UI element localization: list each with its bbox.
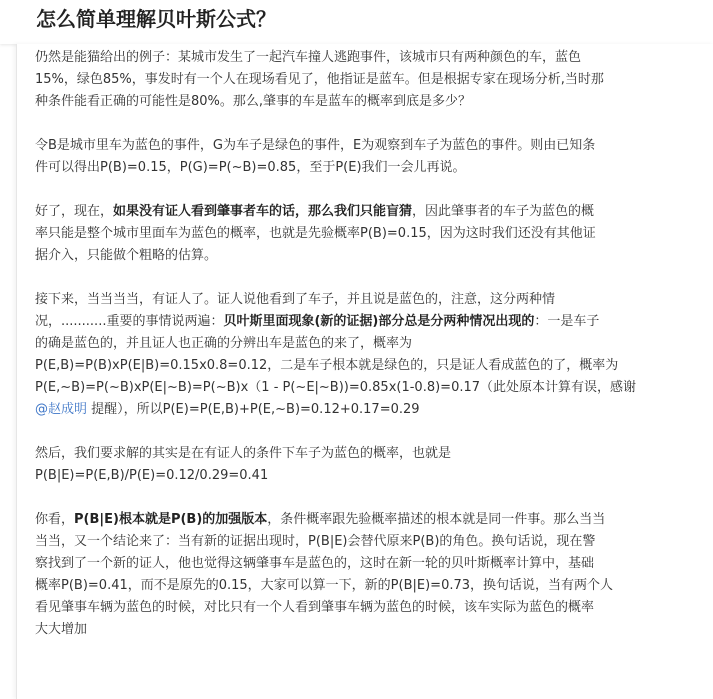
paragraph-line: 看见肇事车辆为蓝色的时候，对比只有一个人看到肇事车辆为蓝色的时候，该车实际为蓝色的概率 <box>35 600 595 615</box>
paragraph-line: 15%，绿色85%，事发时有一个人在现场看见了，他指证是蓝车。但是根据专家在现场分析,当时那 <box>35 72 604 87</box>
paragraph-line: P(E,B)=P(B)xP(E|B)=0.15x0.8=0.12，二是车子根本就是绿色的，只是证人看成蓝色的了，概率为 <box>35 358 619 373</box>
bold-emphasis: 贝叶斯里面现象(新的证据)部分总是分两种情况出现的 <box>223 314 535 329</box>
paragraph-definitions <box>35 135 685 179</box>
paragraph-posterior <box>35 443 685 487</box>
paragraph-line: P(B|E)=P(E,B)/P(E)=0.12/0.29=0.41 <box>35 468 269 483</box>
bold-emphasis: 如果没有证人看到肇事者车的话，那么我们只能盲猜 <box>113 204 413 219</box>
text-run: ，条件概率跟先验概率描述的根本就是同一件事。那么当当 <box>267 512 606 527</box>
user-mention-link[interactable]: @赵成明 <box>35 402 88 417</box>
text-run: 况，...........重要的事情说两遍： <box>35 314 224 329</box>
paragraph-line: 仍然是能猫给出的例子：某城市发生了一起汽车撞人逃跑事件，该城市只有两种颜色的车，蓝色 <box>35 50 582 65</box>
paragraph-line: 然后，我们要求解的其实是在有证人的条件下车子为蓝色的概率，也就是 <box>35 446 452 461</box>
paragraph-line <box>35 509 685 531</box>
text-run: 提醒），所以P(E)=P(E,B)+P(E,~B)=0.12+0.17=0.29 <box>87 402 420 417</box>
paragraph-line: 的确是蓝色的，并且证人也正确的分辨出车是蓝色的来了，概率为 <box>35 336 413 351</box>
paragraph-conclusion <box>35 509 685 641</box>
paragraph-line: 察找到了一个新的证人，他也觉得这辆肇事车是蓝色的，这时在新一轮的贝叶斯概率计算中，基础 <box>35 556 595 571</box>
paragraph-line: 概率P(B)=0.41，而不是原先的0.15，大家可以算一下，新的P(B|E)=0.73，换句话说，当有两个人 <box>35 578 614 593</box>
paragraph-line <box>35 311 685 333</box>
paragraph-line: P(E,~B)=P(~B)xP(E|~B)=P(~B)x（1 - P(~E|~B))=0.85x(1-0.8)=0.17（此处原本计算有误，感谢 <box>35 380 637 395</box>
text-run: ：一是车子 <box>534 314 600 329</box>
answer-body <box>35 47 685 641</box>
paragraph-line: 种条件能看正确的可能性是80%。那么,肇事的车是蓝车的概率到底是多少？ <box>35 94 472 109</box>
text-run: ，因此肇事者的车子为蓝色的概 <box>412 204 595 219</box>
paragraph-line: 令B是城市里车为蓝色的事件，G为车子是绿色的事件，E为观察到车子为蓝色的事件。则由已知条 <box>35 138 596 153</box>
paragraph-line <box>35 399 685 421</box>
paragraph-line <box>35 201 685 223</box>
text-run: 你看， <box>35 512 75 527</box>
question-title: 怎么简单理解贝叶斯公式？ <box>36 7 276 31</box>
paragraph-line: 据介入，只能做个粗略的估算。 <box>35 248 218 263</box>
paragraph-line: 大大增加 <box>35 622 88 637</box>
paragraph-example <box>35 47 685 113</box>
paragraph-line: 率只能是整个城市里面车为蓝色的概率，也就是先验概率P(B)=0.15，因为这时我们还没有其他证 <box>35 226 596 241</box>
paragraph-prior <box>35 201 685 267</box>
paragraph-line: 当当，又一个结论来了：当有新的证据出现时，P(B|E)会替代原来P(B)的角色。换句话说，现在警 <box>35 534 596 549</box>
paragraph-line: 接下来，当当当当，有证人了。证人说他看到了车子，并且说是蓝色的，注意，这分两种情 <box>35 292 556 307</box>
paragraph-evidence <box>35 289 685 421</box>
text-run: 好了，现在， <box>35 204 114 219</box>
paragraph-line: 件可以得出P(B)=0.15，P(G)=P(~B)=0.85，至于P(E)我们一会儿再说。 <box>35 160 466 175</box>
bold-emphasis: P(B|E)根本就是P(B)的加强版本 <box>74 512 268 527</box>
question-header <box>0 0 713 44</box>
